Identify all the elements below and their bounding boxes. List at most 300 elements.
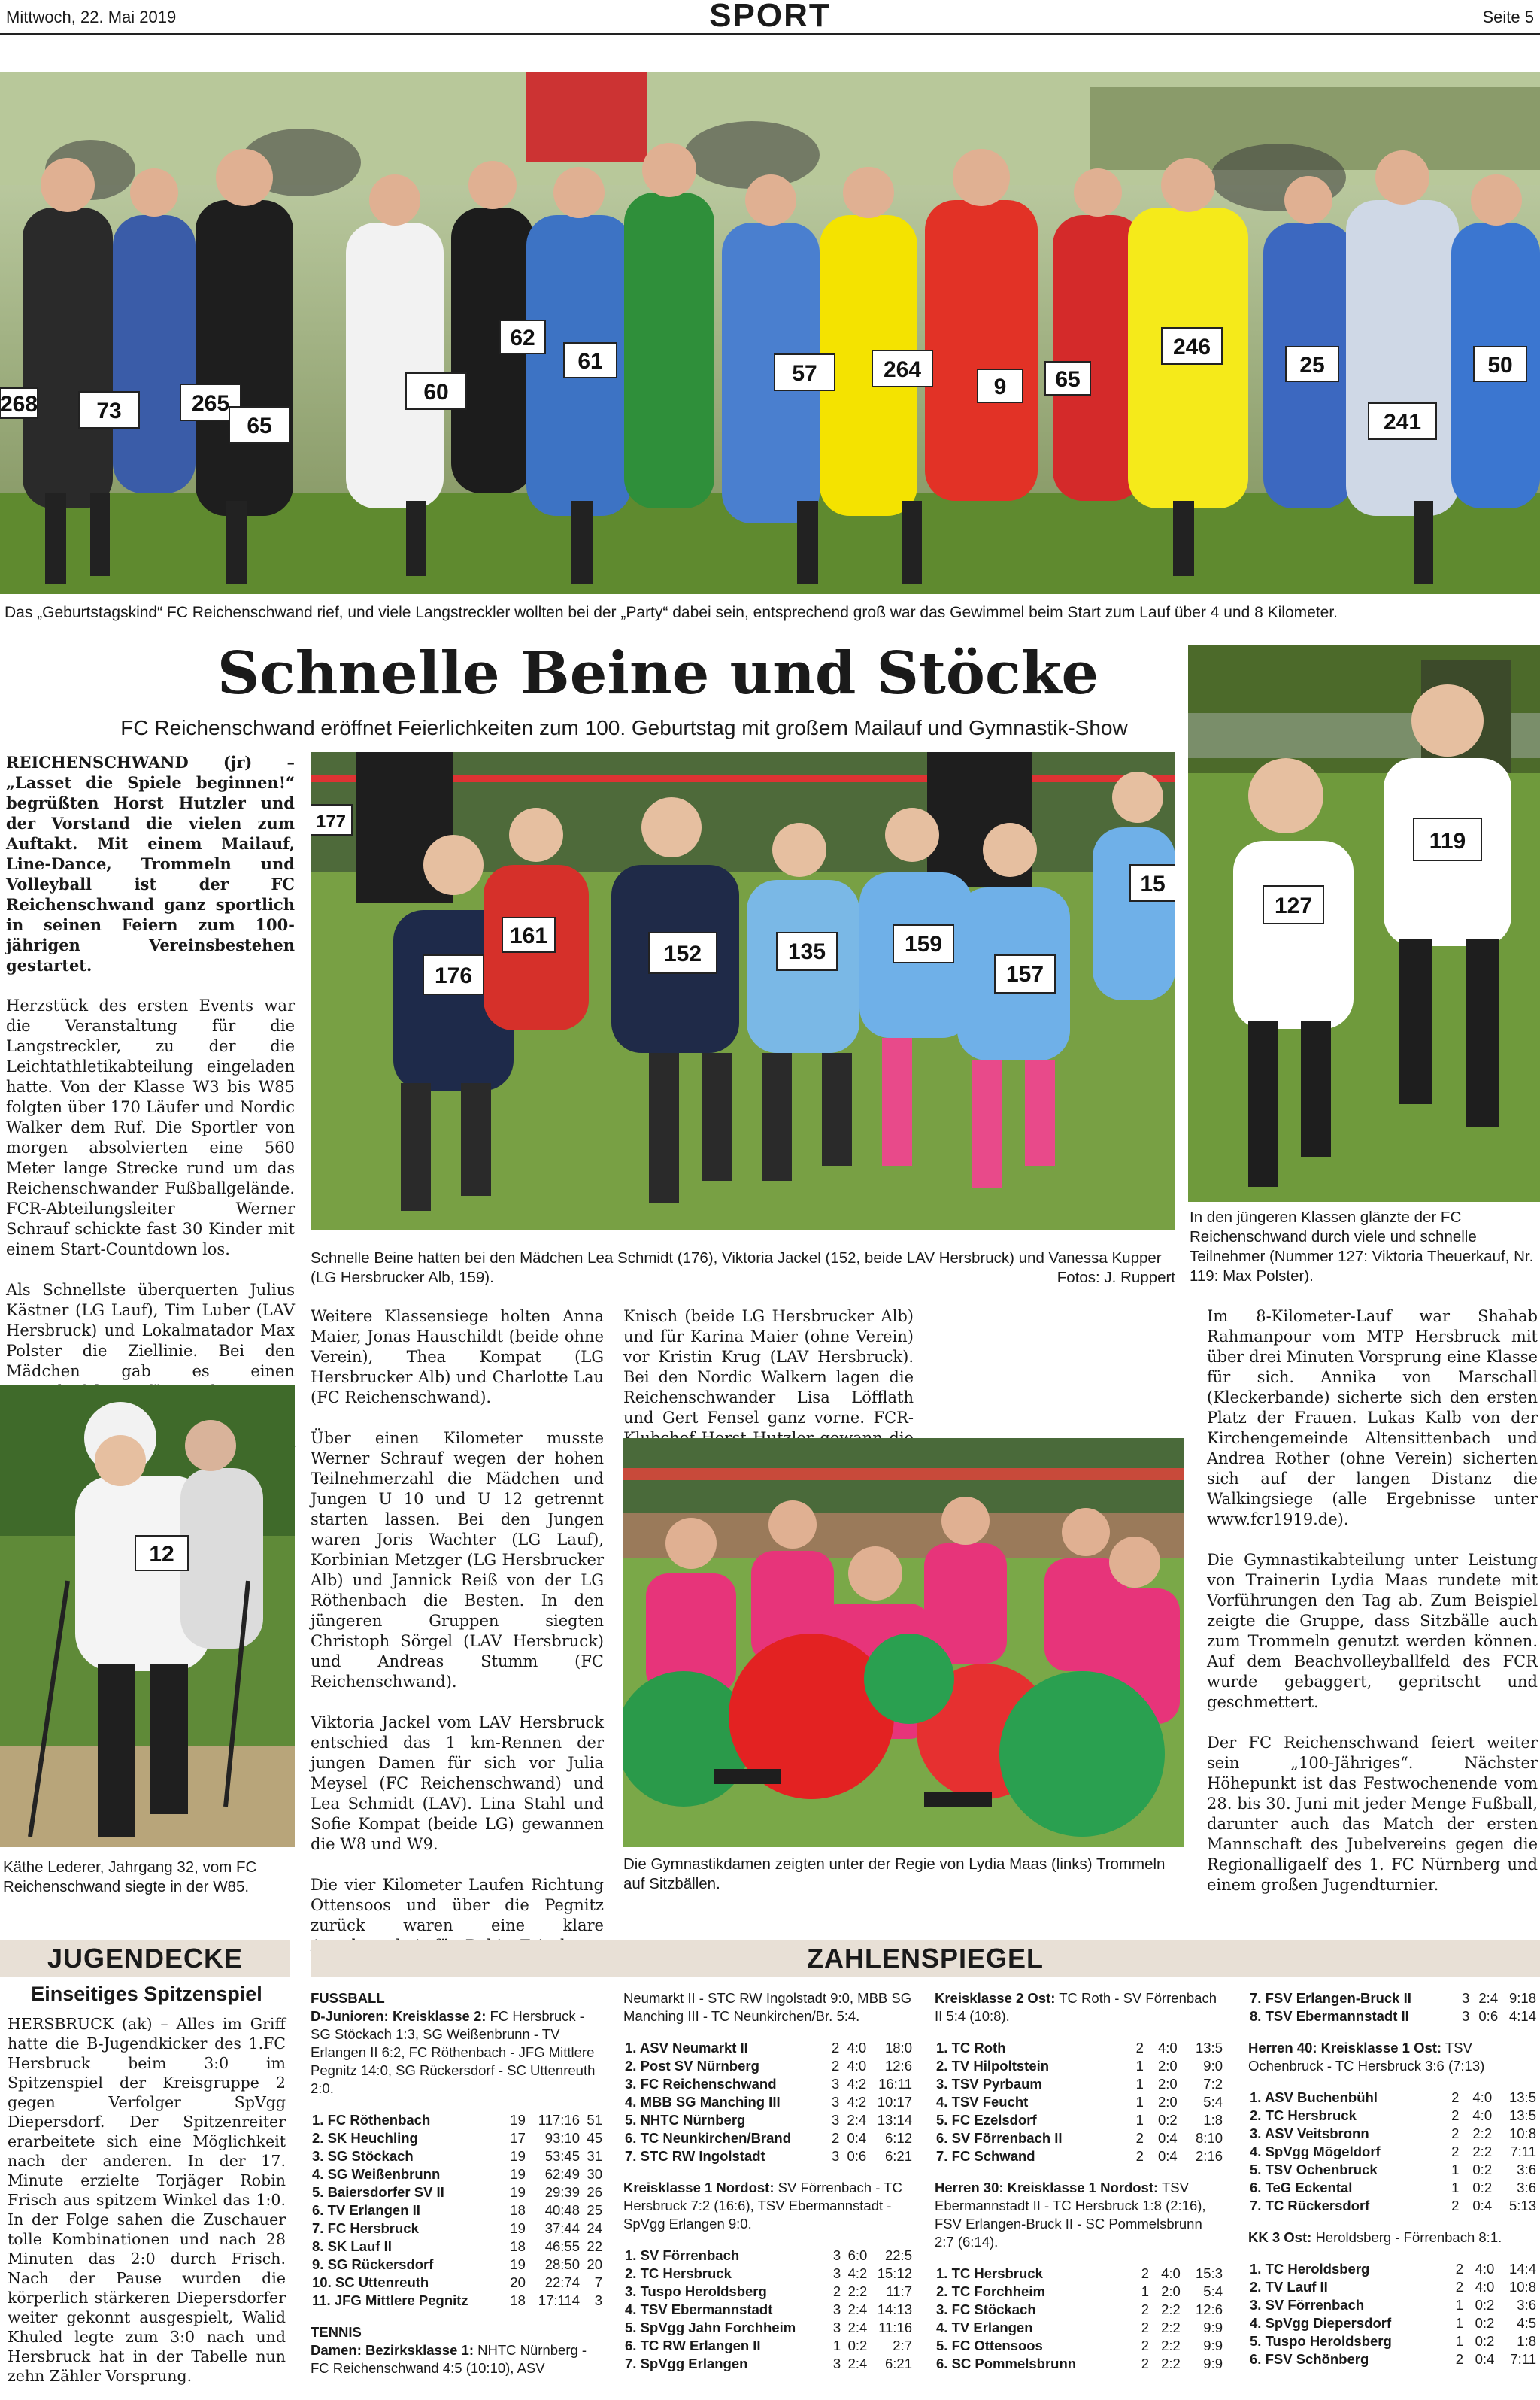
jugendecke-text-column — [8, 2014, 286, 2386]
table-cell: 14:13 — [877, 2301, 912, 2317]
league-name: KK 3 Ost: — [1248, 2229, 1312, 2245]
table-cell: 11:16 — [878, 2320, 912, 2335]
table-cell: 3 — [831, 2148, 840, 2164]
table-cell: 3:6 — [1517, 2297, 1536, 2313]
jugendecke-text: HERSBRUCK (ak) – Alles im Griff hatte die B-Jugendkicker des 1.FC Hersbruck beim 3:0 im Spitzenspiel der Kreisgruppe 2 gegen Verfolger SpVgg Diepersdorf. Der Spitzenreiter erarbeitete sich eine Möglichkeit nach der anderen. In der 17. Minute erzielte Torjäger Robin Frisch aus spitzem Winkel das 1:0. In der Folge sahen die Zuschauer tolle Kombinationen und nach 28 Minuten das 2:0 durch Frisch. Nach der Pause wurden die körperlich stärkeren Diepersdorfer weiter gekonnt ausgespielt, Walid Khuled legte zum 3:0 nach und Hersbruck hat in der Tabelle nun zehn Zähler Vorsprung. — [8, 2015, 286, 2385]
table-cell: 4:0 — [1161, 2265, 1181, 2281]
league-table — [1248, 2089, 1538, 2215]
table-cell: 2 — [831, 2130, 840, 2146]
team-name: 3. SG Stöckach — [312, 2148, 414, 2164]
bib-number: 159 — [904, 932, 943, 957]
table-cell: 9:9 — [1203, 2338, 1223, 2353]
team-name: 1. ASV Neumarkt II — [625, 2040, 748, 2056]
table-row — [623, 2247, 914, 2265]
page-number: Seite 5 — [1482, 8, 1534, 26]
article-column-5 — [1207, 1306, 1538, 1895]
table-cell: 2 — [1451, 2125, 1460, 2141]
table-cell: 0:2 — [847, 2338, 868, 2353]
team-name: 9. SG Rückersdorf — [312, 2256, 434, 2272]
table-cell: 18 — [510, 2238, 526, 2254]
table-cell: 8:10 — [1195, 2130, 1223, 2146]
table-cell: 2 — [1455, 2351, 1463, 2367]
bib-number: 65 — [247, 414, 272, 438]
team-name: 2. SK Heuchling — [312, 2130, 418, 2146]
team-name: 4. TSV Feucht — [936, 2094, 1029, 2110]
table-cell: 0:4 — [1157, 2148, 1178, 2164]
table-row — [311, 2111, 604, 2129]
table-cell: 2:4 — [847, 2356, 868, 2371]
table-cell: 4:0 — [1472, 2107, 1493, 2123]
team-name: 1. SV Förrenbach — [625, 2247, 740, 2263]
team-name: 2. Post SV Nürnberg — [625, 2058, 759, 2074]
table-row — [623, 2075, 914, 2093]
table-cell: 1 — [1455, 2333, 1463, 2349]
table-cell: 7:2 — [1203, 2076, 1223, 2092]
table-cell: 0:2 — [1472, 2162, 1493, 2177]
bib-number: 127 — [1274, 894, 1313, 918]
table-cell: 20 — [510, 2274, 526, 2290]
bib-number: 265 — [191, 391, 230, 416]
table-cell: 19 — [510, 2256, 526, 2272]
table-row — [623, 2147, 914, 2165]
table-cell: 51 — [587, 2112, 602, 2128]
table-cell: 4:2 — [847, 2265, 868, 2281]
table-row — [1248, 2350, 1538, 2368]
table-cell: 1 — [1451, 2180, 1460, 2195]
table-row — [1248, 2125, 1538, 2143]
table-cell: 2 — [1451, 2107, 1460, 2123]
match-results: TSV Ebermannstadt II - TC Hersbruck 1:8 (2:16), FSV Erlangen-Bruck II - SC Pommelsbrunn 2:7 (6:14). — [935, 2180, 1206, 2250]
table-cell: 2 — [1135, 2130, 1144, 2146]
table-cell: 2 — [1451, 2144, 1460, 2159]
table-row — [935, 2093, 1224, 2111]
table-row — [1248, 2278, 1538, 2296]
table-cell: 1 — [1141, 2283, 1150, 2299]
table-cell: 7:11 — [1510, 2351, 1536, 2367]
table-cell: 4:0 — [1472, 2089, 1493, 2105]
team-name: 4. SpVgg Mögeldorf — [1250, 2144, 1381, 2159]
table-cell: 40:48 — [544, 2202, 581, 2218]
zahlenspiegel-title: ZAHLENSPIEGEL — [311, 1940, 1540, 1977]
team-name: 5. FC Ottensoos — [936, 2338, 1043, 2353]
table-cell: 2 — [1135, 2040, 1144, 2056]
table-cell: 10:8 — [1508, 2279, 1536, 2295]
table-cell: 17 — [510, 2130, 526, 2146]
article-column-1 — [6, 752, 295, 1483]
table-cell: 19 — [510, 2220, 526, 2236]
table-cell: 5:4 — [1203, 2094, 1223, 2110]
league-table — [935, 2039, 1224, 2165]
results-column-2 — [623, 1989, 914, 2373]
bib-number: 9 — [993, 375, 1007, 399]
table-cell: 2:0 — [1157, 2058, 1178, 2074]
team-name: 6. SC Pommelsbrunn — [936, 2356, 1077, 2371]
table-cell: 3 — [1462, 2008, 1470, 2024]
table-cell: 18 — [510, 2292, 526, 2308]
match-results: TSV Ochenbruck - TC Hersbruck 3:6 (7:13) — [1248, 2040, 1485, 2074]
table-cell: 0:2 — [1475, 2333, 1495, 2349]
bib-number: 119 — [1429, 829, 1466, 854]
table-row — [935, 2129, 1224, 2147]
table-row — [1248, 2314, 1538, 2332]
team-name: 4. TV Erlangen — [936, 2320, 1033, 2335]
table-cell: 19 — [510, 2166, 526, 2182]
table-cell: 2:2 — [1472, 2144, 1493, 2159]
table-cell: 2:4 — [847, 2301, 868, 2317]
table-cell: 3:6 — [1517, 2162, 1536, 2177]
article-paragraph: Über einen Kilometer musste Werner Schrauf wegen der hohen Teilnehmerzahl die Mädchen und Jungen U 10 und U 12 getrennt starten lassen. Bei den Jungen waren Joris Wachter (LG Lauf), Korbinian Metzger (LG Hersbrucker Alb) und Jannick Reiß von der LG Röthenbach die Besten. In den jüngeren Gruppen siegten Christoph Sörgel (LAV Hersbruck) und Andreas Stumm (FC Reichenschwand). — [311, 1429, 604, 1691]
table-cell: 11:7 — [886, 2283, 912, 2299]
table-cell: 2 — [1141, 2301, 1150, 2317]
bib-number: 264 — [883, 357, 922, 382]
team-name: 3. FC Stöckach — [936, 2301, 1036, 2317]
article-paragraph: Als Schnellste überquerten Julius Kästner (LG Lauf), Tim Luber (LAV Hersbruck) und Lokalmatador Max Polster die Ziellinie. Bei den Mädchen gab es einen — [6, 1281, 295, 1380]
bib-number: 57 — [792, 361, 817, 386]
table-cell: 14:4 — [1508, 2261, 1536, 2277]
table-cell: 9:0 — [1203, 2058, 1223, 2074]
table-cell: 3 — [831, 2076, 840, 2092]
table-cell: 13:5 — [1195, 2040, 1223, 2056]
table-row — [623, 2301, 914, 2319]
match-results: SV Förrenbach - TC Hersbruck 7:2 (16:6), TSV Ebermannstadt - SpVgg Erlangen 9:0. — [623, 2180, 902, 2232]
table-cell: 0:2 — [1472, 2180, 1493, 2195]
team-name: 7. FC Hersbruck — [312, 2220, 419, 2236]
bib-number: 25 — [1299, 353, 1325, 378]
table-cell: 3 — [832, 2320, 841, 2335]
sport-heading: TENNIS — [311, 2324, 362, 2340]
league-table — [1248, 2260, 1538, 2368]
team-name: 10. SC Uttenreuth — [312, 2274, 429, 2290]
team-name: 1. TC Heroldsberg — [1250, 2261, 1370, 2277]
team-name: 4. TSV Ebermannstadt — [625, 2301, 773, 2317]
article-column-2 — [311, 1306, 604, 1977]
table-cell: 3 — [832, 2356, 841, 2371]
girls-photo-caption: Schnelle Beine hatten bei den Mädchen Lea Schmidt (176), Viktoria Jackel (152, beide LAV Hersbruck) und Vanessa Kupper (LG Hersbrucker Alb, 159). — [311, 1249, 1162, 1286]
match-results: Heroldsberg - Förrenbach 8:1. — [1315, 2229, 1502, 2245]
table-cell: 16:11 — [878, 2076, 912, 2092]
table-cell: 2 — [1455, 2261, 1463, 2277]
table-cell: 2 — [1451, 2198, 1460, 2213]
bib-number: 73 — [96, 399, 122, 423]
table-row — [311, 2256, 604, 2274]
table-row — [935, 2283, 1224, 2301]
table-cell: 2:7 — [893, 2338, 912, 2353]
kids-photo — [1188, 645, 1540, 1202]
table-cell: 3 — [594, 2292, 602, 2308]
team-name: 6. TC RW Erlangen II — [625, 2338, 761, 2353]
table-row — [623, 2057, 914, 2075]
league-name: Herren 40: Kreisklasse 1 Ost: — [1248, 2040, 1442, 2056]
bib-number: 152 — [663, 942, 702, 966]
league-table — [935, 2265, 1224, 2373]
article-headline: Schnelle Beine und Stöcke — [217, 639, 1099, 708]
gymnastics-photo — [623, 1438, 1184, 1847]
team-name: 2. TC Forchheim — [936, 2283, 1045, 2299]
match-results: Neumarkt II - STC RW Ingolstadt 9:0, MBB SG Manching III - TC Neunkirchen/Br. 5:4. — [623, 1990, 912, 2024]
results-column-4 — [1248, 1989, 1538, 2368]
table-cell: 22:74 — [544, 2274, 581, 2290]
table-cell: 4:2 — [847, 2076, 867, 2092]
table-row — [623, 2129, 914, 2147]
team-name: 1. ASV Buchenbühl — [1250, 2089, 1378, 2105]
team-name: 5. Baiersdorfer SV II — [312, 2184, 444, 2200]
table-cell: 2:4 — [847, 2112, 867, 2128]
table-cell: 3 — [831, 2112, 840, 2128]
table-cell: 19 — [510, 2148, 526, 2164]
article-paragraph: Der FC Reichenschwand feiert weiter sein „100-Jähriges“. Nächster Höhepunkt ist das Festwochenende vom 28. bis 30. Juni mit jeder Menge Fußball, darunter auch das Match der ersten Mannschaft des Jubelvereins gegen die Regionalligaelf des 1. FC Nürnberg und einem großen Jugendturnier. — [1207, 1734, 1538, 1894]
table-cell: 2 — [1141, 2338, 1150, 2353]
table-cell: 2 — [1455, 2279, 1463, 2295]
table-cell: 2 — [1141, 2356, 1150, 2371]
table-row — [935, 2039, 1224, 2057]
team-name: 11. JFG Mittlere Pegnitz — [312, 2292, 468, 2308]
table-row — [311, 2292, 604, 2310]
table-cell: 1:8 — [1203, 2112, 1223, 2128]
jugendecke-title: JUGENDECKE — [0, 1940, 290, 1977]
table-row — [1248, 2089, 1538, 2107]
table-cell: 2 — [832, 2283, 841, 2299]
team-name: 1. TC Hersbruck — [936, 2265, 1043, 2281]
table-row — [623, 2355, 914, 2373]
article-paragraph: Knisch (beide LG Hersbrucker Alb) und für Karina Maier (ohne Verein) vor Kristin Krug (LAV Hersbruck). Bei den Nordic Walkern lagen die Reichenschwander Lisa Löfflath und Gert Fensel ganz vorne. FCR- — [623, 1307, 914, 1427]
bib-number: 268 — [0, 392, 38, 417]
results-column-3 — [935, 1989, 1224, 2373]
table-cell: 6:0 — [847, 2247, 868, 2263]
table-cell: 4:0 — [1475, 2279, 1495, 2295]
table-row — [935, 2147, 1224, 2165]
table-cell: 30 — [587, 2166, 602, 2182]
table-cell: 7:11 — [1510, 2144, 1536, 2159]
table-row — [935, 2057, 1224, 2075]
article-paragraph: Im 8-Kilometer-Lauf war Shahab Rahmanpour vom MTP Hersbruck mit über drei Minuten Vorsprung eine Klasse für sich. Annika von Marschall (Kleckerbande) sicherte sich den ersten Platz der Frauen. Lukas Kalb von der Kirchengemeinde Altensittenbach und Andrea Rother (ohne Verein) sicherten sich auf der langen Distanz die Walkingsiege (alle Ergebnisse unter www.fcr1919.de). — [1207, 1307, 1538, 1528]
table-cell: 2:4 — [847, 2320, 868, 2335]
table-row — [311, 2219, 604, 2238]
table-cell: 2 — [1141, 2320, 1150, 2335]
bib-number: 246 — [1172, 335, 1211, 360]
table-cell: 9:18 — [1508, 1990, 1536, 2006]
table-cell: 2 — [831, 2040, 840, 2056]
team-name: 1. TC Roth — [936, 2040, 1006, 2056]
table-cell: 46:55 — [544, 2238, 581, 2254]
table-cell: 19 — [510, 2112, 526, 2128]
table-cell: 2 — [1451, 2089, 1460, 2105]
table-cell: 93:10 — [544, 2130, 581, 2146]
table-cell: 15:12 — [877, 2265, 912, 2281]
table-row — [623, 2319, 914, 2337]
walker-photo — [0, 1385, 295, 1847]
team-name: 4. MBB SG Manching III — [625, 2094, 781, 2110]
table-cell: 4:0 — [847, 2058, 867, 2074]
table-cell: 9:9 — [1203, 2356, 1223, 2371]
table-row — [935, 2337, 1224, 2355]
article-subhead: FC Reichenschwand eröffnet Feierlichkeiten zum 100. Geburtstag mit großem Mailauf und Gymnastik-Show — [120, 716, 1128, 739]
team-name: 5. NHTC Nürnberg — [625, 2112, 746, 2128]
table-cell: 4:0 — [1157, 2040, 1178, 2056]
team-name: 4. SpVgg Diepersdorf — [1250, 2315, 1392, 2331]
team-name: 7. FSV Erlangen-Bruck II — [1250, 1990, 1411, 2006]
team-name: 3. ASV Veitsbronn — [1250, 2125, 1369, 2141]
table-cell: 0:2 — [1157, 2112, 1178, 2128]
table-cell: 0:2 — [1475, 2297, 1495, 2313]
bib-number: 62 — [510, 326, 535, 350]
league-table — [311, 2111, 604, 2310]
table-row — [935, 2355, 1224, 2373]
league-table — [1248, 1989, 1538, 2025]
bib-number: 61 — [578, 349, 603, 374]
table-cell: 1 — [1135, 2112, 1144, 2128]
table-row — [1248, 2143, 1538, 2161]
bib-number: 157 — [1005, 962, 1044, 987]
table-cell: 2 — [831, 2058, 840, 2074]
table-row — [623, 2093, 914, 2111]
table-cell: 0:4 — [1472, 2198, 1493, 2213]
walker-photo-caption: Käthe Lederer, Jahrgang 32, vom FC Reichenschwand siegte in der W85. — [3, 1858, 257, 1895]
team-name: 2. TC Hersbruck — [1250, 2107, 1357, 2123]
table-cell: 2:0 — [1161, 2283, 1181, 2299]
team-name: 2. TV Lauf II — [1250, 2279, 1328, 2295]
table-cell: 1 — [1135, 2094, 1144, 2110]
table-cell: 6:21 — [884, 2148, 912, 2164]
table-cell: 18:0 — [884, 2040, 912, 2056]
table-row — [1248, 2332, 1538, 2350]
table-row — [623, 2039, 914, 2057]
table-cell: 13:5 — [1508, 2107, 1536, 2123]
kids-photo-caption: In den jüngeren Klassen glänzte der FC Reichenschwand durch viele und schnelle Teilnehmer (Nummer 127: Viktoria Theuerkauf, Nr. 119: Max Polster). — [1190, 1209, 1534, 1285]
table-cell: 0:4 — [1157, 2130, 1178, 2146]
team-name: 8. SK Lauf II — [312, 2238, 392, 2254]
table-row — [935, 2075, 1224, 2093]
table-cell: 18 — [510, 2202, 526, 2218]
table-cell: 6:21 — [884, 2356, 912, 2371]
team-name: 5. SpVgg Jahn Forchheim — [625, 2320, 796, 2335]
table-cell: 2:2 — [1161, 2356, 1181, 2371]
table-row — [1248, 2296, 1538, 2314]
table-cell: 20 — [587, 2256, 602, 2272]
table-cell: 0:4 — [847, 2130, 867, 2146]
league-table — [623, 2247, 914, 2373]
table-cell: 15:3 — [1195, 2265, 1223, 2281]
table-cell: 28:50 — [544, 2256, 581, 2272]
table-cell: 37:44 — [544, 2220, 581, 2236]
table-row — [311, 2183, 604, 2201]
table-cell: 1 — [1135, 2058, 1144, 2074]
table-cell: 1 — [1135, 2076, 1144, 2092]
table-cell: 6:12 — [884, 2130, 912, 2146]
article-paragraph: Herzstück des ersten Events war die Veranstaltung für die Langstreckler, zu der die Leichtathletikabteilung eingeladen hatte. Von der Klasse W3 bis W85 folgten über 170 Läufer und Nordic Walker dem Ruf. Die Sportler von morgen absolvierten eine 560 Meter lange Strecke rund um das Reichenschwander Fußballgelände. FCR-Abteilungsleiter Werner Schrauf schickte fast 30 Kinder mit einem Start-Countdown los. — [6, 997, 295, 1258]
table-cell: 3 — [831, 2094, 840, 2110]
top-photo-caption: Das „Geburtstagskind“ FC Reichenschwand rief, und viele Langstreckler wollten bei der „Party“ dabei sein, entsprechend groß war das Gewimmel beim Start zum Lauf über 4 und 8 Kilometer. — [5, 604, 1338, 621]
table-cell: 12:6 — [884, 2058, 912, 2074]
league-name: Kreisklasse 1 Nordost: — [623, 2180, 775, 2195]
table-row — [623, 2283, 914, 2301]
table-cell: 2:0 — [1157, 2094, 1178, 2110]
bib-number: 176 — [434, 963, 473, 988]
table-cell: 5:4 — [1203, 2283, 1223, 2299]
table-cell: 26 — [587, 2184, 602, 2200]
league-table — [623, 2039, 914, 2165]
table-cell: 13:14 — [877, 2112, 912, 2128]
table-cell: 3 — [1462, 1990, 1470, 2006]
team-name: 6. TeG Eckental — [1250, 2180, 1353, 2195]
table-row — [935, 2319, 1224, 2337]
team-name: 8. TSV Ebermannstadt II — [1250, 2008, 1409, 2024]
table-cell: 2:4 — [1478, 1990, 1499, 2006]
table-row — [1248, 2179, 1538, 2197]
table-row — [1248, 2260, 1538, 2278]
table-cell: 0:2 — [1475, 2315, 1495, 2331]
table-cell: 2:16 — [1195, 2148, 1223, 2164]
team-name: 3. FC Reichenschwand — [625, 2076, 777, 2092]
team-name: 6. TV Erlangen II — [312, 2202, 420, 2218]
team-name: 2. TV Hilpoltstein — [936, 2058, 1050, 2074]
table-cell: 12:6 — [1195, 2301, 1223, 2317]
league-name: Damen: Bezirksklasse 1: — [311, 2342, 474, 2358]
table-cell: 13:5 — [1508, 2089, 1536, 2105]
league-name: Kreisklasse 2 Ost: — [935, 1990, 1056, 2006]
match-results: NHTC Nürnberg - FC Reichenschwand 4:5 (10:10), ASV — [311, 2342, 587, 2376]
article-paragraph: Die vier Kilometer Laufen Richtung Ottensoos und über die Pegnitz zurück waren eine klare — [311, 1876, 604, 1934]
table-cell: 29:39 — [544, 2184, 581, 2200]
team-name: 7. STC RW Ingolstadt — [625, 2148, 765, 2164]
results-column-1 — [311, 1989, 604, 2377]
team-name: 6. SV Förrenbach II — [936, 2130, 1063, 2146]
table-cell: 9:9 — [1203, 2320, 1223, 2335]
table-cell: 10:8 — [1508, 2125, 1536, 2141]
table-row — [623, 2111, 914, 2129]
team-name: 3. TSV Pyrbaum — [936, 2076, 1042, 2092]
table-cell: 3:6 — [1517, 2180, 1536, 2195]
team-name: 6. TC Neunkirchen/Brand — [625, 2130, 792, 2146]
table-cell: 19 — [510, 2184, 526, 2200]
table-cell: 2:0 — [1157, 2076, 1178, 2092]
girls-photo-caption-block — [311, 1249, 1175, 1288]
jugendecke-headline: Einseitiges Spitzenspiel — [31, 1983, 262, 2005]
table-row — [311, 2165, 604, 2183]
table-cell: 24 — [587, 2220, 602, 2236]
table-cell: 22:5 — [884, 2247, 912, 2263]
table-cell: 1 — [1455, 2315, 1463, 2331]
table-cell: 22 — [587, 2238, 602, 2254]
bib-number: 12 — [149, 1542, 174, 1567]
article-lead: REICHENSCHWAND (jr) – „Lasset die Spiele beginnen!“ begrüßten Horst Hutzler und der Vorstand die vielen zum Auftakt. Mit einem Mailauf, Line-Dance, Trommeln und Volleyball ist der FC Reichenschwand ganz sportlich in seinen Feiern zum 100-jährigen Vereinsbestehen gestartet. — [6, 753, 295, 975]
team-name: 6. FSV Schönberg — [1250, 2351, 1369, 2367]
table-cell: 17:114 — [538, 2292, 581, 2308]
table-cell: 2:2 — [1161, 2320, 1181, 2335]
table-cell: 2 — [1135, 2148, 1144, 2164]
team-name: 5. TSV Ochenbruck — [1250, 2162, 1378, 2177]
table-cell: 4:0 — [847, 2040, 867, 2056]
table-row — [1248, 2007, 1538, 2025]
table-cell: 1:8 — [1517, 2333, 1536, 2349]
table-row — [311, 2238, 604, 2256]
bib-number: 60 — [423, 380, 449, 405]
match-results: FC Hersbruck - SG Stöckach 1:3, SG Weißenbrunn - TV Erlangen II 6:2, FC Röthenbach - JFG Mittlere Pegnitz 14:0, SG Rückersdorf - SC Uttenreuth 2:0. — [311, 2008, 596, 2096]
table-row — [1248, 2107, 1538, 2125]
table-row — [935, 2265, 1224, 2283]
table-cell: 117:16 — [538, 2112, 581, 2128]
section-title: SPORT — [709, 0, 831, 34]
team-name: 1. FC Röthenbach — [312, 2112, 431, 2128]
team-name: 7. TC Rückersdorf — [1250, 2198, 1370, 2213]
team-name: 4. SG Weißenbrunn — [312, 2166, 441, 2182]
bib-number: 15 — [1140, 872, 1166, 897]
table-cell: 3 — [832, 2301, 841, 2317]
bib-number: 65 — [1055, 367, 1081, 392]
table-cell: 4:2 — [847, 2094, 867, 2110]
league-name: D-Junioren: Kreisklasse 2: — [311, 2008, 487, 2024]
table-cell: 2:2 — [847, 2283, 868, 2299]
table-cell: 2:2 — [1472, 2125, 1493, 2141]
